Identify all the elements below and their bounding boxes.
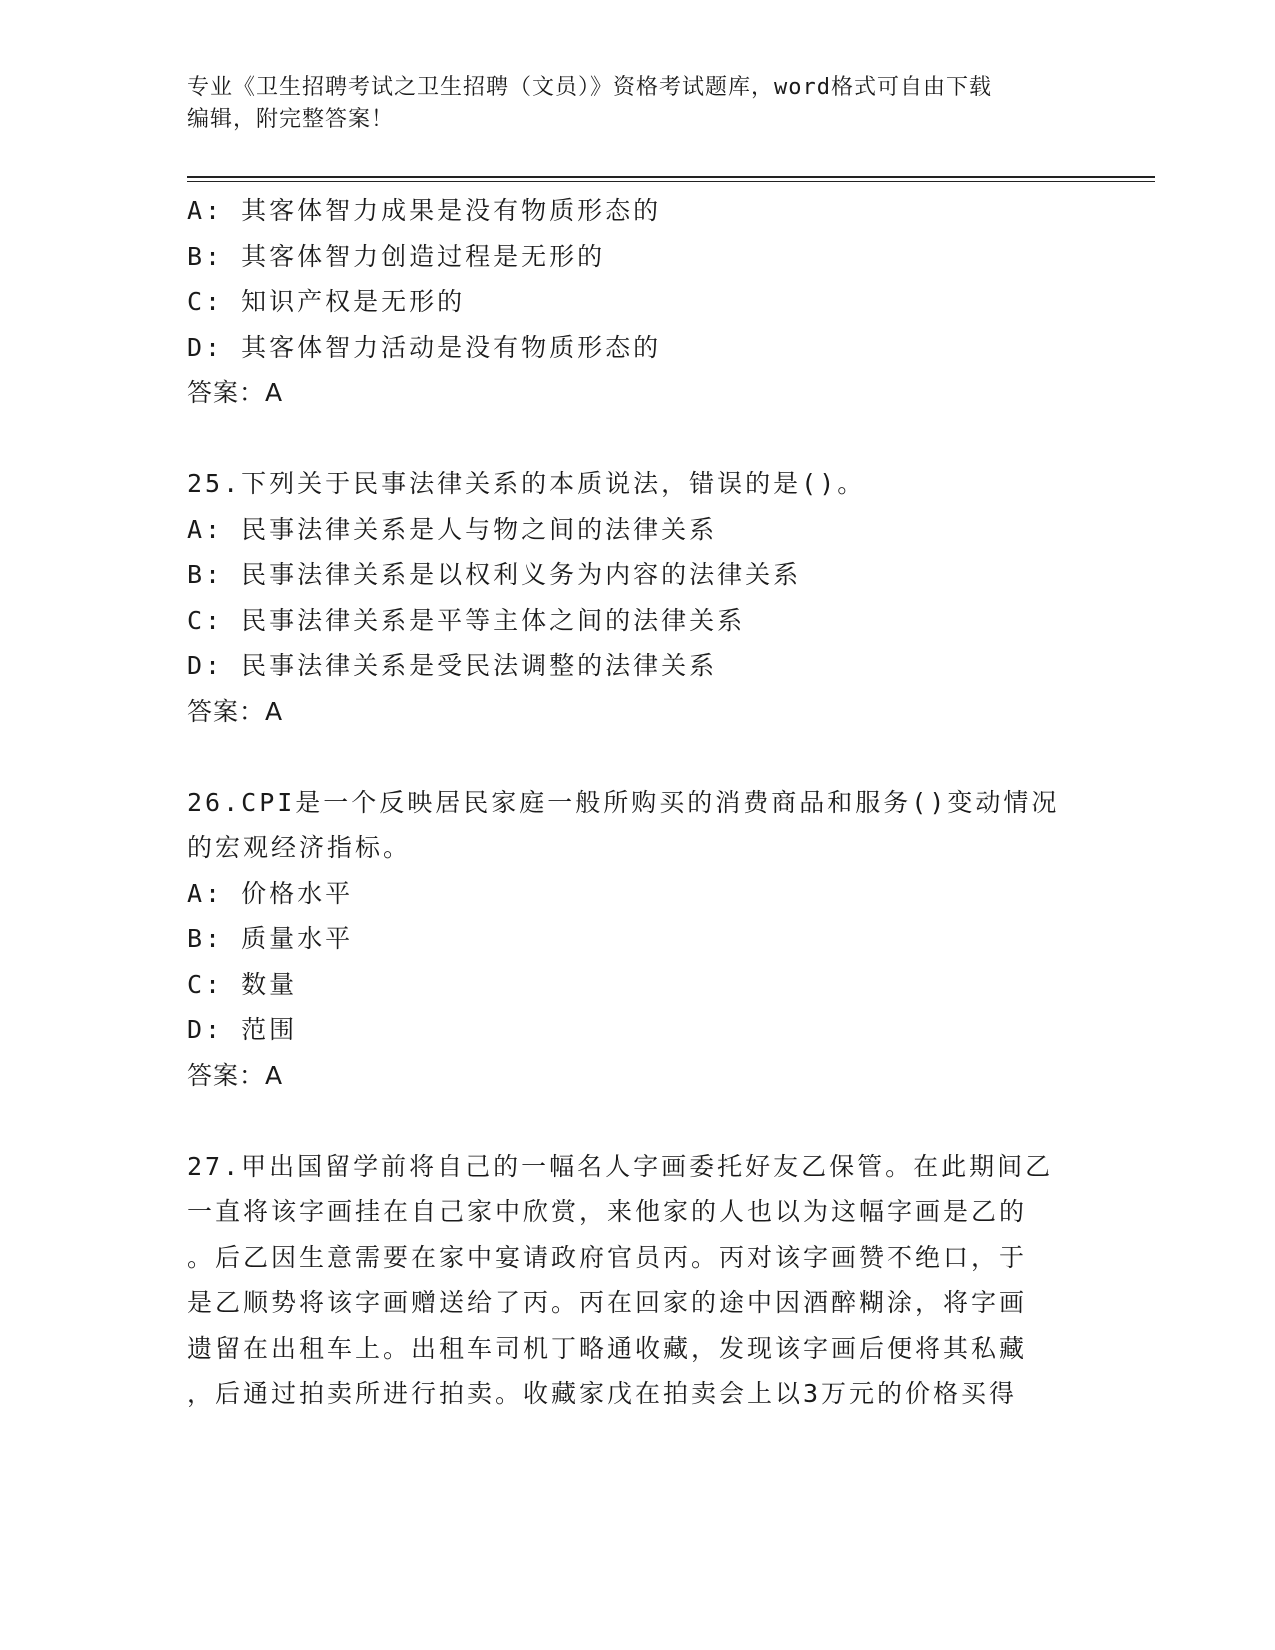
header-rule-thin [187,181,1155,182]
q24-answer: 答案：A [187,378,284,407]
spacer [187,416,1067,462]
q26-stem-line-1: 26.CPI是一个反映居民家庭一般所购买的消费商品和服务()变动情况 [187,787,1060,817]
q24-option-d: D: 其客体智力活动是没有物质形态的 [187,332,662,362]
q27-stem-line-4: 是乙顺势将该字画赠送给了丙。丙在回家的途中因酒醉糊涂，将字画 [187,1288,1028,1317]
spacer [187,1098,1067,1144]
q25-stem: 25.下列关于民事法律关系的本质说法，错误的是()。 [187,469,866,498]
q26-option-c: C: 数量 [187,969,298,999]
q25-option-d: D: 民事法律关系是受民法调整的法律关系 [187,651,718,680]
q26-stem-line-2: 的宏观经济指标。 [187,833,412,862]
q26-option-b: B: 质量水平 [187,924,354,953]
q27-stem-line-6: ，后通过拍卖所进行拍卖。收藏家戊在拍卖会上以3万元的价格买得 [187,1379,1018,1408]
header-line-2: 编辑，附完整答案！ [187,107,395,132]
q24-option-c: C: 知识产权是无形的 [187,287,466,316]
q24-option-b: B: 其客体智力创造过程是无形的 [187,241,606,271]
q25-option-c: C: 民事法律关系是平等主体之间的法律关系 [187,605,746,635]
q25-answer: 答案：A [187,696,284,726]
spacer [187,734,1067,780]
header-line-1: 专业《卫生招聘考试之卫生招聘（文员）》资格考试题库，word格式可自由下载 [187,75,992,100]
q26-option-d: D: 范围 [187,1015,298,1044]
q26-answer: 答案：A [187,1060,284,1090]
q27-stem-line-2: 一直将该字画挂在自己家中欣赏，来他家的人也以为这幅字画是乙的 [187,1197,1028,1226]
q26-option-a: A: 价格水平 [187,878,354,908]
q24-option-a: A: 其客体智力成果是没有物质形态的 [187,196,662,225]
q25-option-a: A: 民事法律关系是人与物之间的法律关系 [187,514,718,544]
q25-option-b: B: 民事法律关系是以权利义务为内容的法律关系 [187,560,802,589]
q27-stem-line-1: 27.甲出国留学前将自己的一幅名人字画委托好友乙保管。在此期间乙 [187,1151,1054,1181]
question-content [187,188,1067,1417]
header-rule-thick [187,176,1155,178]
q27-stem-line-5: 遗留在出租车上。出租车司机丁略通收藏，发现该字画后便将其私藏 [187,1333,1028,1363]
q27-stem-line-3: 。后乙因生意需要在家中宴请政府官员丙。丙对该字画赞不绝口，于 [187,1242,1028,1272]
document-header [187,72,1067,136]
